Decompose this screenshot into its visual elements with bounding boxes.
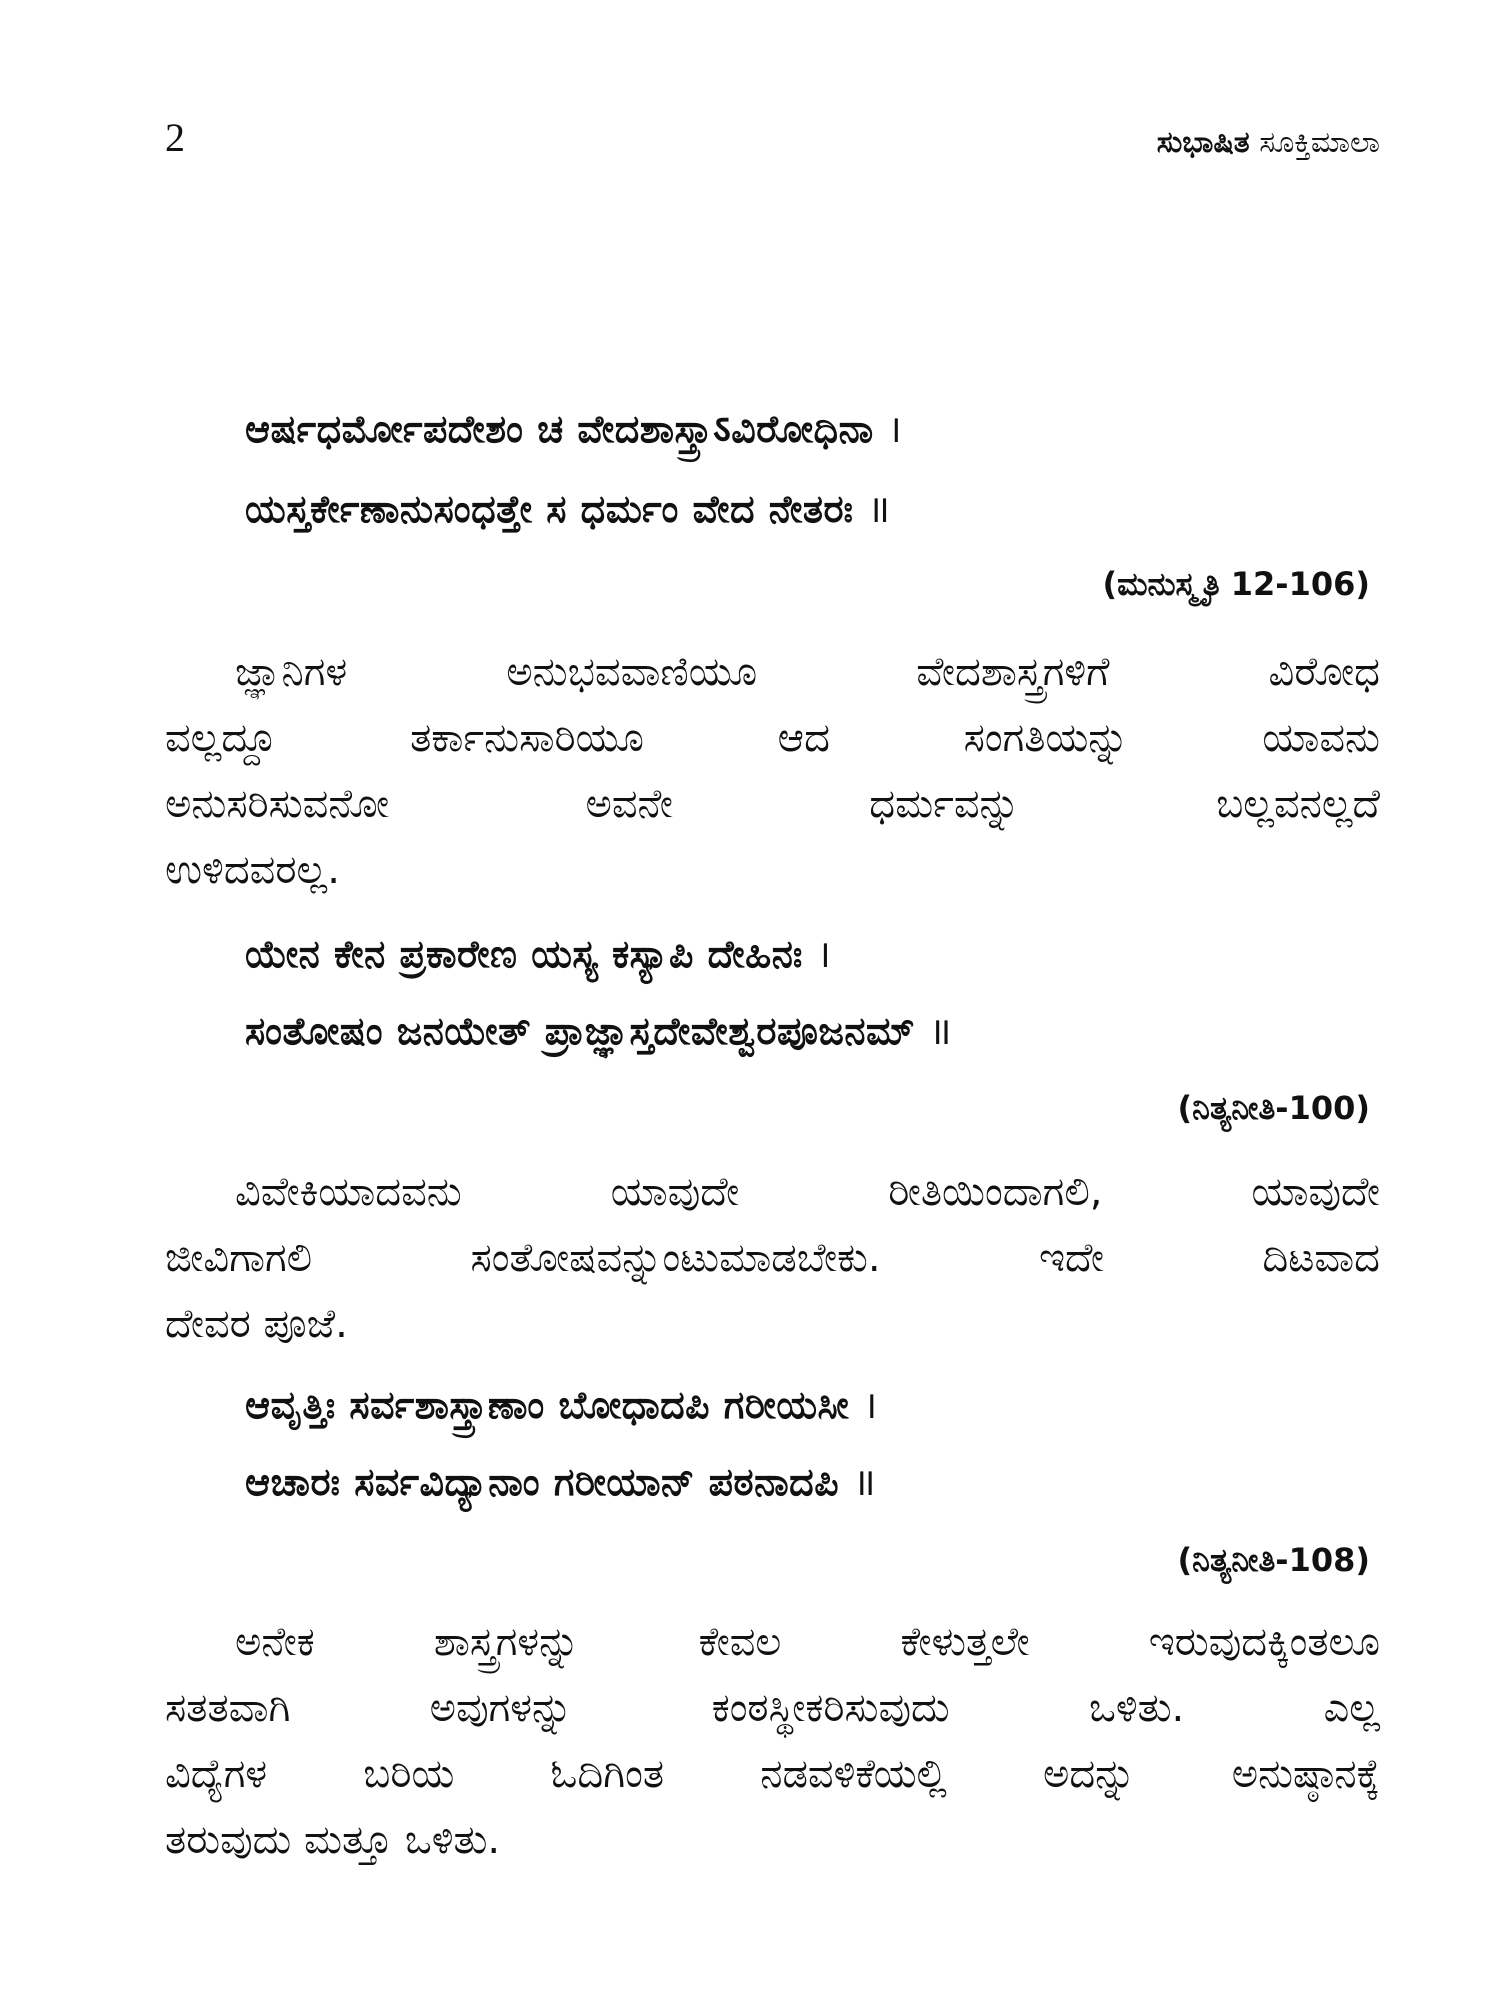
- verse-3-line-1-text: ಆವೃತ್ತಿಃ ಸರ್ವಶಾಸ್ತ್ರಾಣಾಂ ಬೋಧಾದಪಿ ಗರೀಯಸೀ: [245, 1383, 850, 1427]
- verse-3-line-2-danda: ॥: [852, 1460, 877, 1504]
- para-2-line-2: ಜೀವಿಗಾಗಲಿ ಸಂತೋಷವನ್ನುಂಟುಮಾಡಬೇಕು. ಇದೇ ದಿಟವಾದ: [165, 1235, 1380, 1281]
- running-head-bold: ಸುಭಾಷಿತ: [1156, 125, 1250, 160]
- para-1-line-4: ಉಳಿದವರಲ್ಲ.: [165, 847, 340, 893]
- running-head-title: [1156, 125, 1380, 160]
- verse-2-line-2: [245, 1009, 952, 1053]
- para-1-line-3: ಅನುಸರಿಸುವನೋ ಅವನೇ ಧರ್ಮವನ್ನು ಬಲ್ಲವನಲ್ಲದೆ: [165, 781, 1380, 827]
- verse-3-line-1: [245, 1383, 878, 1427]
- verse-2-line-1-danda: ।: [816, 932, 832, 976]
- para-1-line-2: ವಲ್ಲದ್ದೂ ತರ್ಕಾನುಸಾರಿಯೂ ಆದ ಸಂಗತಿಯನ್ನು ಯಾವನು: [165, 715, 1380, 761]
- verse-3-source: (ನಿತ್ಯನೀತಿ-108): [1177, 1541, 1370, 1579]
- verse-2-line-2-text: ಸಂತೋಷಂ ಜನಯೇತ್ ಪ್ರಾಜ್ಞಾಸ್ತದೇವೇಶ್ವರಪೂಜನಮ್: [245, 1009, 915, 1053]
- verse-1-line-2-danda: ॥: [867, 487, 891, 531]
- para-3-line-4: ತರುವುದು ಮತ್ತೂ ಒಳಿತು.: [165, 1817, 501, 1863]
- para-3-line-1: ಅನೇಕ ಶಾಸ್ತ್ರಗಳನ್ನು ಕೇವಲ ಕೇಳುತ್ತಲೇ ಇರುವುದಕ್ಕಿಂತಲೂ: [235, 1619, 1380, 1665]
- verse-2-source: (ನಿತ್ಯನೀತಿ-100): [1177, 1089, 1370, 1127]
- page-number: 2: [165, 115, 185, 160]
- verse-3-line-1-danda: ।: [862, 1383, 878, 1427]
- verse-1-line-1: [245, 407, 903, 451]
- verse-1-line-2-text: ಯಸ್ತರ್ಕೇಣಾನುಸಂಧತ್ತೇ ಸ ಧರ್ಮಂ ವೇದ ನೇತರಃ: [245, 487, 854, 531]
- verse-2-line-1-text: ಯೇನ ಕೇನ ಪ್ರಕಾರೇಣ ಯಸ್ಯ ಕಸ್ಯಾಪಿ ದೇಹಿನಃ: [245, 932, 803, 976]
- para-3-line-3: ವಿದ್ಯೆಗಳ ಬರಿಯ ಓದಿಗಿಂತ ನಡವಳಿಕೆಯಲ್ಲಿ ಅದನ್ನು ಅನುಷ್ಠಾನಕ್ಕೆ: [165, 1751, 1380, 1797]
- para-2-line-3: ದೇವರ ಪೂಜೆ.: [165, 1301, 348, 1347]
- verse-1-source: (ಮನುಸ್ಮೃತಿ 12-106): [1102, 565, 1370, 603]
- running-head-rest: ಸೂಕ್ತಿಮಾಲಾ: [1259, 125, 1380, 160]
- verse-1-line-1-text: ಆರ್ಷಧರ್ಮೋಪದೇಶಂ ಚ ವೇದಶಾಸ್ತ್ರಾऽವಿರೋಧಿನಾ: [245, 407, 874, 451]
- verse-3-line-2: [245, 1460, 877, 1504]
- para-1-line-1: ಜ್ಞಾನಿಗಳ ಅನುಭವವಾಣಿಯೂ ವೇದಶಾಸ್ತ್ರಗಳಿಗೆ ವಿರೋಧ: [235, 649, 1380, 695]
- verse-3-line-2-text: ಆಚಾರಃ ಸರ್ವವಿದ್ಯಾನಾಂ ಗರೀಯಾನ್ ಪಠನಾದಪಿ: [245, 1460, 840, 1504]
- verse-2-line-2-danda: ॥: [928, 1009, 952, 1053]
- para-2-line-1: ವಿವೇಕಿಯಾದವನು ಯಾವುದೇ ರೀತಿಯಿಂದಾಗಲಿ, ಯಾವುದೇ: [235, 1169, 1380, 1215]
- para-3-line-2: ಸತತವಾಗಿ ಅವುಗಳನ್ನು ಕಂಠಸ್ಥೀಕರಿಸುವುದು ಒಳಿತು. ಎಲ್ಲ: [165, 1685, 1380, 1731]
- verse-1-line-1-danda: ।: [887, 407, 903, 451]
- verse-2-line-1: [245, 932, 832, 976]
- verse-1-line-2: [245, 487, 891, 531]
